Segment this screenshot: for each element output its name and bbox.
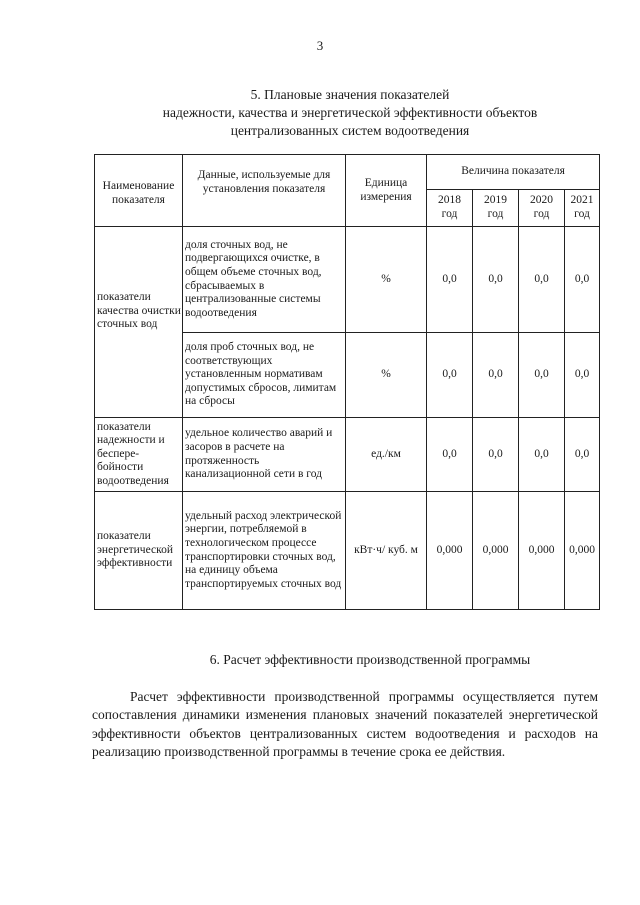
value-cell: 0,0: [473, 333, 519, 418]
header-indicator-name: Наименование показателя: [95, 155, 183, 227]
value-cell: 0,0: [565, 418, 600, 492]
section-5-title-line: надежности, качества и энергетической эффективности объектов: [162, 105, 538, 120]
header-year-2021: 2021 год: [565, 190, 600, 227]
value-cell: 0,000: [565, 492, 600, 610]
value-cell: 0,0: [565, 333, 600, 418]
source-data-cell: доля сточных вод, не подвергающихся очистке, в общем объеме сточных вод, сбрасываемых в централизованные системы водоотведения: [183, 227, 346, 333]
header-unit: Единица измерения: [346, 155, 427, 227]
source-data-cell: доля проб сточных вод, не соответствующих установленным нормативам допустимых сбросов, лимитам на сбросы: [183, 333, 346, 418]
group-name-cell: показатели качества очистки сточных вод: [95, 227, 183, 418]
section-5-title-line: 5. Плановые значения показателей: [250, 87, 450, 102]
value-cell: 0,0: [427, 418, 473, 492]
value-cell: 0,000: [427, 492, 473, 610]
value-cell: 0,000: [519, 492, 565, 610]
value-cell: 0,0: [473, 227, 519, 333]
value-cell: 0,0: [519, 418, 565, 492]
section-6-title: 6. Расчет эффективности производственной программы: [209, 652, 531, 667]
source-data-cell: удельное количество аварий и засоров в расчете на протяженность канализационной сети в год: [183, 418, 346, 492]
section-5-title: [60, 86, 640, 140]
table-row: [95, 492, 600, 610]
section-6-paragraph: Расчет эффективности производственной программы осуществляется путем сопоставления динамики изменения плановых значений показателей энергетической эффективности объектов централизованных систем водоотведения и расходов на реализацию производственной программы в течение срока ее действия.: [92, 689, 598, 759]
value-cell: 0,0: [427, 227, 473, 333]
value-cell: 0,000: [473, 492, 519, 610]
value-cell: 0,0: [519, 333, 565, 418]
indicators-table: [94, 154, 600, 610]
header-year-2020: 2020 год: [519, 190, 565, 227]
header-year-2018: 2018 год: [427, 190, 473, 227]
source-data-cell: удельный расход электрической энергии, потребляемой в технологическом процессе транспортировки сточных вод, на единицу объема транспортируемых сточных вод: [183, 492, 346, 610]
header-year-2019: 2019 год: [473, 190, 519, 227]
header-indicator-value: Величина показателя: [427, 155, 600, 190]
group-name-cell: показатели энергетической эффективности: [95, 492, 183, 610]
table-row: [95, 227, 600, 333]
unit-cell: %: [346, 227, 427, 333]
unit-cell: ед./км: [346, 418, 427, 492]
unit-cell: кВт·ч/ куб. м: [346, 492, 427, 610]
value-cell: 0,0: [427, 333, 473, 418]
header-source-data: Данные, используемые для установления показателя: [183, 155, 346, 227]
table-row: [95, 418, 600, 492]
unit-cell: %: [346, 333, 427, 418]
group-name-cell: показатели надежности и беспере-бойности водоотведения: [95, 418, 183, 492]
section-5-title-line: централизованных систем водоотведения: [230, 123, 470, 138]
value-cell: 0,0: [565, 227, 600, 333]
page-number: 3: [316, 38, 324, 53]
value-cell: 0,0: [473, 418, 519, 492]
value-cell: 0,0: [519, 227, 565, 333]
